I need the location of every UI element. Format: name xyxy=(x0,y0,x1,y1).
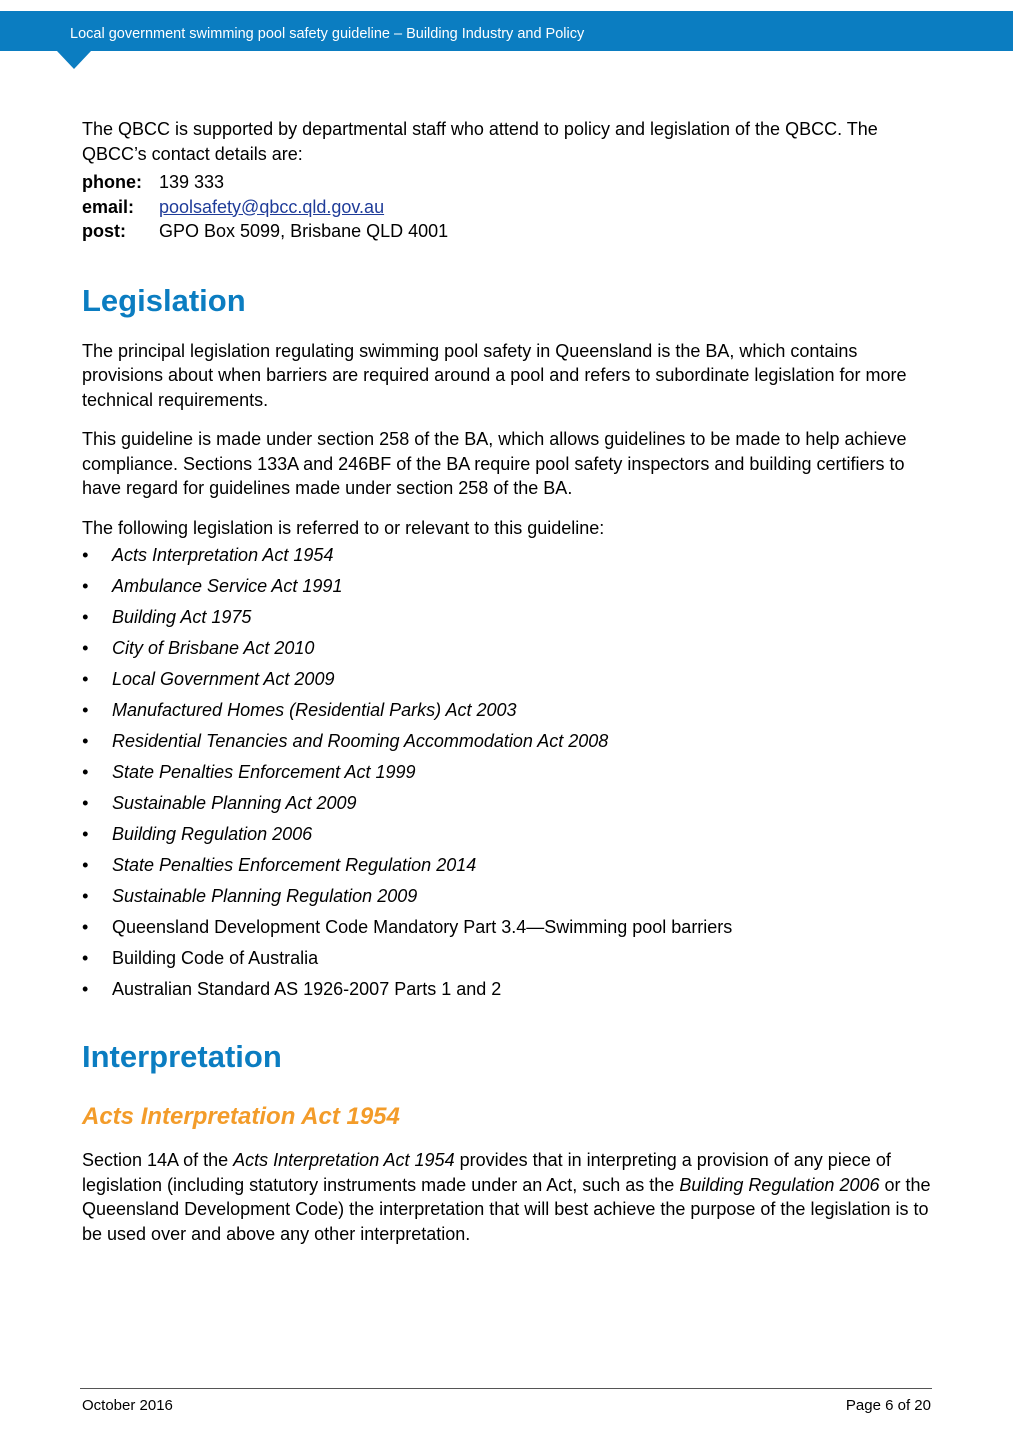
legislation-paragraph-3: The following legislation is referred to or relevant to this guideline: xyxy=(82,517,605,538)
phone-label: phone: xyxy=(82,172,142,192)
page-content xyxy=(82,117,942,1246)
legislation-list-item: • Australian Standard AS 1926-2007 Parts 1 and 2 xyxy=(82,974,942,1005)
footer-divider xyxy=(80,1388,932,1389)
interpretation-text-4: Building Regulation 2006 xyxy=(679,1174,880,1195)
legislation-list-item: • Ambulance Service Act 1991 xyxy=(82,571,942,602)
interpretation-text-2: Acts Interpretation Act 1954 xyxy=(233,1150,455,1170)
post-value: GPO Box 5099, Brisbane QLD 4001 xyxy=(159,221,449,241)
legislation-list-item: • State Penalties Enforcement Act 1999 xyxy=(82,757,942,788)
contact-details xyxy=(82,170,942,244)
interpretation-text-1: Section 14A of the xyxy=(82,1150,234,1170)
interpretation-heading: Interpretation xyxy=(82,1039,282,1074)
legislation-heading: Legislation xyxy=(82,282,246,318)
interpretation-text-3: provides that in interpreting a provision of any piece of legislation (including statutory instruments made under an Act, such as the xyxy=(82,1150,891,1195)
email-link[interactable]: poolsafety@qbcc.qld.gov.au xyxy=(159,196,385,217)
email-label: email: xyxy=(82,196,135,217)
interpretation-paragraph xyxy=(82,1148,942,1246)
header-banner xyxy=(0,11,1013,51)
legislation-list-item: • Manufactured Homes (Residential Parks) Act 2003 xyxy=(82,695,942,726)
legislation-list-item: • Local Government Act 2009 xyxy=(82,664,942,695)
legislation-paragraph-2: This guideline is made under section 258 of the BA, which allows guidelines to be made to help achieve compliance. Sections 133A and 246BF of the BA require pool safety inspectors and building certifiers to have regard for guidelines made under section 258 of the BA. xyxy=(82,429,907,498)
footer-date: October 2016 xyxy=(82,1397,173,1414)
phone-value: 139 333 xyxy=(159,172,225,192)
legislation-list xyxy=(82,540,942,1005)
legislation-list-item: • Queensland Development Code Mandatory Part 3.4—Swimming pool barriers xyxy=(82,912,942,943)
legislation-list-item: • Building Act 1975 xyxy=(82,602,942,633)
legislation-paragraph-1: The principal legislation regulating swimming pool safety in Queensland is the BA, which contains provisions about when barriers are required around a pool and refers to subordinate legislation for more technical requirements. xyxy=(82,340,907,410)
legislation-list-item: • Building Code of Australia xyxy=(82,943,942,974)
document-title: Local government swimming pool safety guideline – Building Industry and Policy xyxy=(70,26,585,42)
legislation-list-item: • Building Regulation 2006 xyxy=(82,819,942,850)
interpretation-text-5: or the Queensland Development Code) the interpretation that will best achieve the purpose of the legislation is to be used over and above any other interpretation. xyxy=(82,1174,931,1244)
intro-paragraph: The QBCC is supported by departmental staff who attend to policy and legislation of the QBCC. The QBCC’s contact details are: xyxy=(82,119,878,164)
footer-page-number: Page 6 of 20 xyxy=(845,1397,931,1414)
acts-interpretation-subheading: Acts Interpretation Act 1954 xyxy=(82,1103,400,1130)
legislation-list-item: • Sustainable Planning Regulation 2009 xyxy=(82,881,942,912)
legislation-list-item: • State Penalties Enforcement Regulation 2014 xyxy=(82,850,942,881)
legislation-list-item: • Residential Tenancies and Rooming Accommodation Act 2008 xyxy=(82,726,942,757)
post-label: post: xyxy=(82,221,126,241)
legislation-list-item: • Sustainable Planning Act 2009 xyxy=(82,788,942,819)
legislation-list-item: • City of Brisbane Act 2010 xyxy=(82,633,942,664)
legislation-list-item: • Acts Interpretation Act 1954 xyxy=(82,540,942,571)
header-notch-decoration xyxy=(57,51,91,69)
